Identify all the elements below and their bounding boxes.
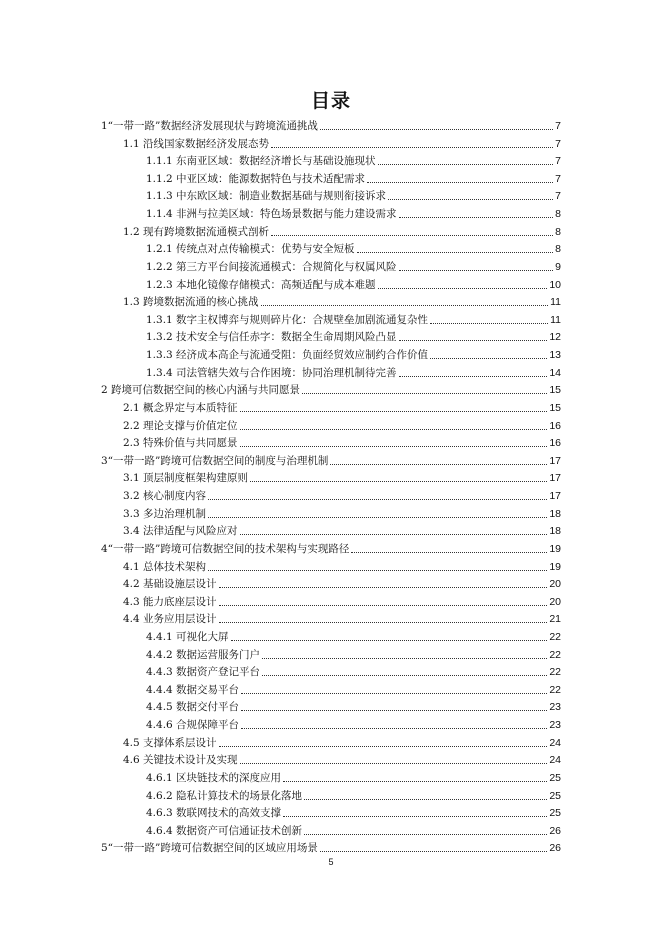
toc-leader-dots (304, 798, 547, 800)
toc-entry-page: 17 (549, 454, 561, 467)
toc-entry-label: 4.1 总体技术架构 (123, 560, 207, 573)
toc-entry-page: 20 (549, 595, 561, 608)
toc-leader-dots (219, 745, 548, 747)
toc-entry[interactable] (146, 820, 561, 838)
toc-entry-page: 12 (549, 331, 561, 344)
toc-leader-dots (378, 163, 554, 165)
toc-entry[interactable] (146, 344, 561, 362)
toc-leader-dots (208, 516, 547, 518)
toc-leader-dots (399, 375, 548, 377)
toc-entry-label: 4.6 关键技术设计及实现 (123, 754, 238, 767)
toc-entry-label: 4.4.5 数据交付平台 (146, 701, 240, 714)
toc-entry-label: 1.3.3 经济成本高企与流通受阻：负面经贸效应制约合作价值 (146, 349, 429, 362)
toc-entry[interactable] (146, 626, 561, 644)
toc-entry[interactable] (123, 485, 561, 503)
toc-entry-page: 7 (555, 120, 561, 132)
toc-entry-page: 7 (555, 172, 561, 185)
toc-entry-page: 17 (549, 472, 561, 485)
toc-entry-page: 18 (549, 525, 561, 538)
toc-entry-label: 1.3.1 数字主权博弈与规则碎片化：合规壁垒加剧流通复杂性 (146, 313, 429, 326)
toc-entry-label: 1.1 沿线国家数据经济发展态势 (123, 137, 270, 150)
toc-entry-page: 8 (555, 243, 561, 256)
toc-leader-dots (240, 533, 548, 535)
toc-leader-dots (330, 463, 547, 465)
toc-leader-dots (430, 357, 547, 359)
toc-entry-page: 7 (555, 190, 561, 203)
toc-entry-page: 18 (549, 507, 561, 520)
toc-entry[interactable] (146, 644, 561, 662)
toc-entry-page: 22 (549, 648, 561, 661)
toc-leader-dots (399, 216, 554, 218)
toc-entry[interactable] (123, 608, 561, 626)
toc-entry[interactable] (101, 837, 561, 855)
toc-entry-label: 4.2 基础设施层设计 (123, 578, 217, 591)
toc-entry[interactable] (101, 450, 561, 468)
toc-entry-label: 1.1.1 东南亚区域：数据经济增长与基础设施现状 (146, 155, 376, 168)
toc-entry[interactable] (123, 520, 561, 538)
toc-leader-dots (302, 392, 547, 394)
toc-leader-dots (240, 428, 548, 430)
toc-entry-label: 2.3 特殊价值与共同愿景 (123, 437, 238, 450)
toc-entry-label: 4.4.4 数据交易平台 (146, 683, 240, 696)
toc-entry-page: 16 (549, 437, 561, 450)
toc-entry-label: 4.4.1 可视化大屏 (146, 630, 229, 643)
toc-leader-dots (320, 850, 547, 852)
toc-entry-page: 22 (549, 630, 561, 643)
toc-leader-dots (250, 480, 547, 482)
toc-entry-label: 3.4 法律适配与风险应对 (123, 525, 238, 538)
toc-entry-page: 24 (549, 736, 561, 749)
toc-entry-label: 4.6.3 数联网技术的高效支撑 (146, 807, 282, 820)
toc-entry[interactable] (123, 503, 561, 521)
toc-entry-page: 9 (555, 260, 561, 273)
toc-entry-page: 20 (549, 578, 561, 591)
toc-entry[interactable] (123, 573, 561, 591)
toc-leader-dots (261, 304, 549, 306)
page-title: 目录 (310, 90, 351, 112)
toc-entry-label: 1.1.3 中东欧区域：制造业数据基础与规则衔接诉求 (146, 190, 387, 203)
toc-entry-label: 1.2.1 传统点对点传输模式：优势与安全短板 (146, 243, 355, 256)
toc-entry-page: 22 (549, 666, 561, 679)
toc-entry[interactable] (123, 432, 561, 450)
toc-leader-dots (388, 198, 553, 200)
toc-entry-page: 14 (549, 366, 561, 379)
toc-entry-page: 26 (549, 842, 561, 855)
toc-entry[interactable] (146, 203, 561, 221)
toc-entry[interactable] (123, 732, 561, 750)
toc-leader-dots (271, 146, 553, 148)
toc-leader-dots (378, 287, 548, 289)
toc-leader-dots (351, 551, 547, 553)
toc-entry-label: 4.5 支撑体系层设计 (123, 736, 217, 749)
toc-entry[interactable] (123, 397, 561, 415)
toc-entry[interactable] (146, 802, 561, 820)
toc-leader-dots (262, 674, 547, 676)
toc-leader-dots (320, 128, 553, 130)
toc-leader-dots (241, 709, 547, 711)
toc-entry-label: 4.4 业务应用层设计 (123, 613, 217, 626)
toc-entry-label: 1.2.3 本地化镜像存储模式：高频适配与成本难题 (146, 278, 376, 291)
toc-leader-dots (240, 762, 548, 764)
toc-entry-page: 21 (549, 613, 561, 626)
toc-leader-dots (367, 181, 553, 183)
toc-entry[interactable] (146, 362, 561, 380)
toc-leader-dots (219, 621, 548, 623)
toc-entry[interactable] (146, 767, 561, 785)
toc-entry-page: 19 (549, 542, 561, 555)
toc-entry[interactable] (123, 221, 561, 239)
toc-entry[interactable] (101, 538, 561, 556)
toc-entry-page: 15 (549, 401, 561, 414)
toc-entry[interactable] (146, 168, 561, 186)
toc-entry[interactable] (123, 556, 561, 574)
toc-entry-page: 25 (549, 807, 561, 820)
toc-entry[interactable] (123, 749, 561, 767)
toc-entry-label: 1.1.2 中亚区域：能源数据特色与技术适配需求 (146, 172, 366, 185)
toc-entry[interactable] (123, 591, 561, 609)
toc-entry-label: 4.6.1 区块链技术的深度应用 (146, 771, 282, 784)
toc-leader-dots (357, 251, 554, 253)
toc-entry-label: 4.4.2 数据运营服务门户 (146, 648, 261, 661)
toc-entry-page: 22 (549, 683, 561, 696)
toc-entry-page: 25 (549, 771, 561, 784)
toc-leader-dots (399, 269, 554, 271)
toc-entry[interactable] (146, 185, 561, 203)
toc-leader-dots (240, 410, 548, 412)
toc-leader-dots (241, 727, 547, 729)
toc-entry-label: 2.2 理论支撑与价值定位 (123, 419, 238, 432)
toc-entry[interactable] (146, 238, 561, 256)
toc-entry-label: 3.1 顶层制度框架构建原则 (123, 472, 249, 485)
toc-entry[interactable] (146, 256, 561, 274)
toc-entry[interactable] (146, 274, 561, 292)
page-number: 5 (328, 857, 334, 867)
toc-entry[interactable] (146, 309, 561, 327)
toc-entry-label: 4.3 能力底座层设计 (123, 595, 217, 608)
toc-entry-page: 13 (549, 349, 561, 362)
toc-entry-label: 4“一带一路”跨境可信数据空间的技术架构与实现路径 (101, 542, 350, 555)
toc-leader-dots (208, 569, 547, 571)
toc-leader-dots (283, 780, 547, 782)
toc-entry[interactable] (123, 467, 561, 485)
toc-entry-label: 1.3.4 司法管辖失效与合作困境：协同治理机制待完善 (146, 366, 397, 379)
toc-entry-page: 8 (555, 208, 561, 221)
toc-leader-dots (219, 586, 548, 588)
toc-entry-page: 7 (555, 155, 561, 168)
toc-entry-label: 1“一带一路”数据经济发展现状与跨境流通挑战 (101, 120, 318, 132)
toc-entry[interactable] (146, 661, 561, 679)
toc-entry-page: 23 (549, 719, 561, 732)
toc-entry-label: 4.4.3 数据资产登记平台 (146, 666, 261, 679)
toc-entry[interactable] (146, 326, 561, 344)
toc-leader-dots (240, 445, 548, 447)
toc-entry-page: 26 (549, 824, 561, 837)
toc-leader-dots (231, 639, 548, 641)
toc-entry[interactable] (123, 133, 561, 151)
toc-leader-dots (430, 322, 548, 324)
toc-entry-label: 5“一带一路”跨境可信数据空间的区域应用场景 (101, 842, 318, 855)
toc-entry[interactable] (146, 679, 561, 697)
toc-entry-label: 1.2.2 第三方平台间接流通模式：合规简化与权属风险 (146, 260, 397, 273)
toc-entry-label: 4.4.6 合规保障平台 (146, 719, 240, 732)
toc-entry[interactable] (146, 785, 561, 803)
toc-entry-label: 2 跨境可信数据空间的核心内涵与共同愿景 (101, 384, 301, 397)
toc-entry-label: 3“一带一路”跨境可信数据空间的制度与治理机制 (101, 454, 329, 467)
toc-entry-label: 2.1 概念界定与本质特征 (123, 401, 238, 414)
toc-entry-page: 16 (549, 419, 561, 432)
toc-entry-page: 24 (549, 754, 561, 767)
toc-leader-dots (399, 339, 548, 341)
toc-leader-dots (219, 604, 548, 606)
toc-entry-label: 3.3 多边治理机制 (123, 507, 207, 520)
toc-leader-dots (271, 234, 553, 236)
toc-entry-page: 23 (549, 701, 561, 714)
toc-entry[interactable] (123, 291, 561, 309)
toc-leader-dots (283, 815, 547, 817)
toc-entry-page: 19 (549, 560, 561, 573)
toc-entry[interactable] (146, 150, 561, 168)
toc-leader-dots (304, 833, 547, 835)
toc-entry-page: 11 (550, 313, 561, 326)
toc-entry[interactable] (101, 379, 561, 397)
toc-entry-label: 3.2 核心制度内容 (123, 490, 207, 503)
toc-entry-page: 25 (549, 789, 561, 802)
toc-entry-label: 4.6.2 隐私计算技术的场景化落地 (146, 789, 303, 802)
toc-entry-page: 7 (555, 137, 561, 150)
toc-entry[interactable] (146, 696, 561, 714)
toc-entry-label: 1.3.2 技术安全与信任赤字：数据全生命周期风险凸显 (146, 331, 397, 344)
toc-entry-label: 1.2 现有跨境数据流通模式剖析 (123, 225, 270, 238)
toc-entry-label: 1.1.4 非洲与拉美区域：特色场景数据与能力建设需求 (146, 208, 397, 221)
toc-entry-page: 8 (555, 225, 561, 238)
toc-leader-dots (241, 692, 547, 694)
toc-entry-label: 1.3 跨境数据流通的核心挑战 (123, 296, 259, 309)
toc-leader-dots (262, 657, 547, 659)
toc-entry-page: 17 (549, 490, 561, 503)
toc-entry-label: 4.6.4 数据资产可信通证技术创新 (146, 824, 303, 837)
toc-entry[interactable] (146, 714, 561, 732)
toc-entry[interactable] (101, 115, 561, 133)
toc-entry-page: 10 (549, 278, 561, 291)
toc-entry-page: 15 (549, 384, 561, 397)
toc-leader-dots (208, 498, 547, 500)
toc-entry-page: 11 (550, 296, 561, 309)
toc-entry[interactable] (123, 415, 561, 433)
